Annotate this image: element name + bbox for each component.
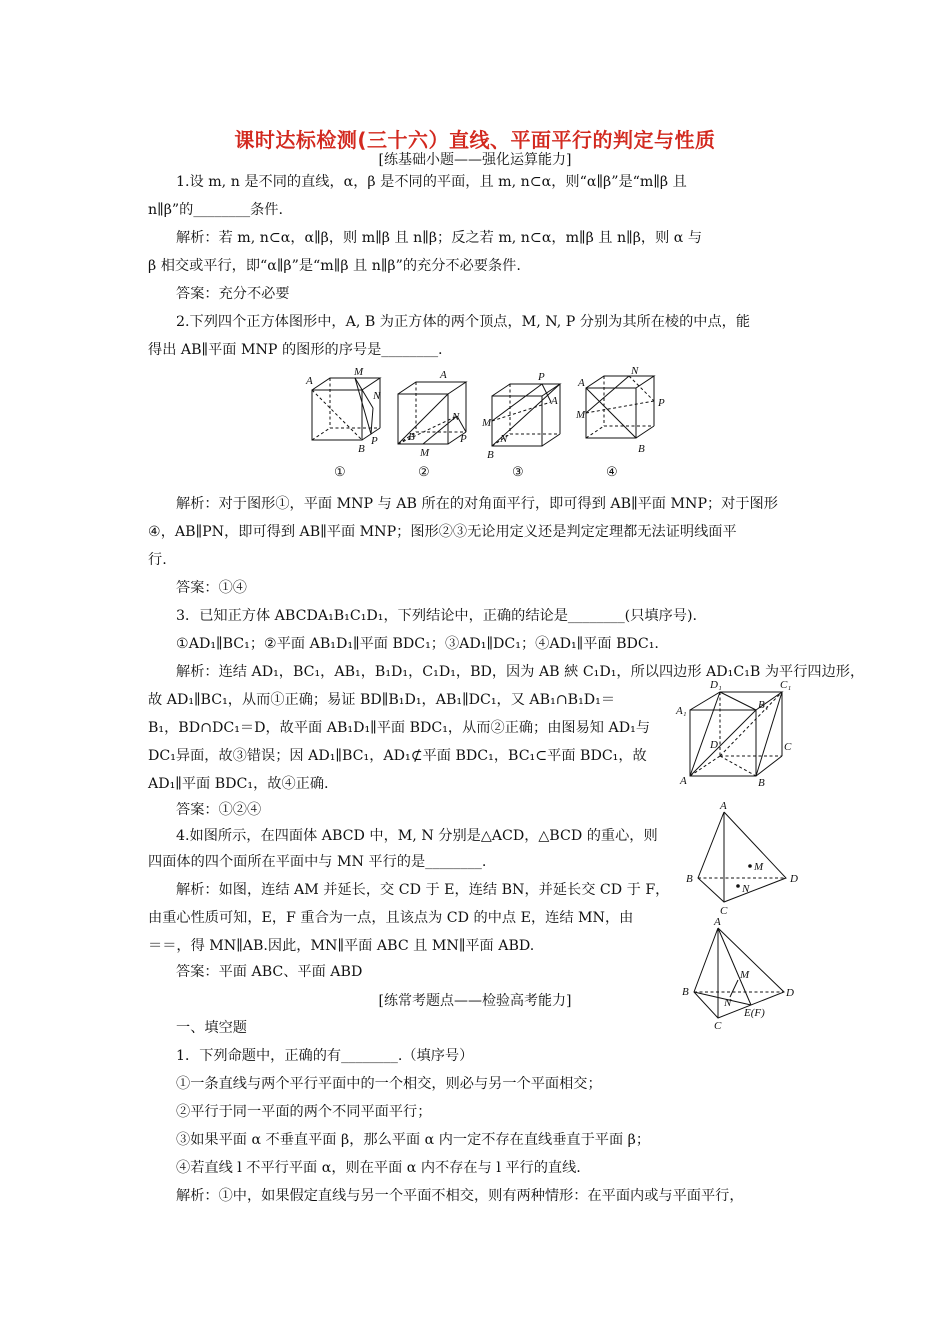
svg-text:A₁: A₁ [676,705,687,717]
svg-text:B: B [487,449,494,461]
q3-solution-line4: DC₁异面，故③错误；因 AD₁∥BC₁，AD₁⊄平面 BDC₁，BC₁⊂平面 BDC₁，故 [148,748,647,764]
svg-text:A: A [578,377,585,389]
q4-line1: 4.如图所示，在四面体 ABCD 中，M, N 分别是△ACD，△BCD 的重心，则 [176,828,658,844]
cube-1 [305,366,381,479]
q2-line2: 得出 AB∥平面 MNP 的图形的序号是________. [148,342,443,358]
svg-text:B: B [638,443,645,455]
section-heading-exam: [练常考题点——检验高考能力] [378,993,572,1009]
q3-solution-line3: B₁，BD∩DC₁＝D，故平面 AB₁D₁∥平面 BDC₁，从而②正确；由图易知 AD₁与 [148,720,651,736]
p1-option-2: ②平行于同一平面的两个不同平面平行； [176,1104,432,1120]
svg-text:A: A [680,775,687,787]
svg-text:M: M [420,447,430,459]
svg-text:M: M [482,417,492,429]
svg-text:D₁: D₁ [710,679,722,691]
svg-text:A: A [440,369,447,381]
svg-text:B: B [358,443,365,455]
svg-text:B: B [408,431,415,443]
q3-solution-line1: 解析：连结 AD₁，BC₁，AB₁，B₁D₁，C₁D₁，BD，因为 AB 綊 C₁D₁，所以四边形 AD₁C₁B 为平行四边形， [176,664,865,680]
p1-option-4: ④若直线 l 不平行平面 α，则在平面 α 内不存在与 l 平行的直线. [176,1160,581,1176]
q4-solution-line1: 解析：如图，连结 AM 并延长，交 CD 于 E，连结 BN，并延长交 CD 于 F， [176,882,670,898]
svg-text:E(F): E(F) [744,1007,765,1019]
fill-blank-heading: 一、填空题 [176,1020,247,1036]
svg-text:P: P [538,371,545,383]
svg-text:B₁: B₁ [758,699,769,711]
p1-solution-line1: 解析：①中，如果假定直线与另一个平面不相交，则有两种情形：在平面内或与平面平行， [176,1188,744,1204]
svg-text:B: B [682,986,689,998]
svg-text:A: A [714,916,721,928]
q2-solution-line3: 行. [148,552,167,568]
cubes-figure [300,366,680,484]
cube-abcd-figure [672,678,808,790]
svg-text:N: N [742,883,750,895]
svg-text:M: M [754,861,764,873]
section-heading-basic: [练基础小题——强化运算能力] [378,152,572,168]
svg-text:D: D [790,873,798,885]
tetrahedron-2 [682,916,794,1032]
q1-line1: 1.设 m, n 是不同的直线，α，β 是不同的平面，且 m, n⊂α，则“α∥β”是“m∥β 且 [176,174,687,190]
svg-text:C₁: C₁ [780,679,792,691]
page-title: 课时达标检测(三十六）直线、平面平行的判定与性质 [234,128,716,152]
q4-answer: 答案：平面 ABC、平面 ABD [176,964,363,980]
p1-line1: 1．下列命题中，正确的有________.（填序号） [176,1048,474,1064]
svg-text:P: P [460,433,467,445]
svg-text:C: C [714,1020,722,1032]
q2-answer: 答案：①④ [176,580,247,596]
svg-text:P: P [371,435,378,447]
q3-solution-line5: AD₁∥平面 BDC₁，故④正确. [148,776,329,792]
cube-2 [398,369,467,479]
tetrahedron-1 [686,800,798,917]
svg-text:①: ① [334,464,346,479]
svg-text:N: N [631,366,639,377]
svg-text:M: M [740,969,750,981]
svg-text:C: C [720,905,728,917]
svg-text:A: A [720,800,727,812]
svg-text:N: N [500,433,508,445]
svg-text:D: D [786,987,794,999]
svg-text:N: N [724,997,732,1009]
q1-solution-line1: 解析：若 m, n⊂α，α∥β，则 m∥β 且 n∥β；反之若 m, n⊂α，m∥β 且 n∥β，则 α 与 [176,230,703,246]
q4-solution-line3: ＝＝，得 MN∥AB.因此，MN∥平面 ABC 且 MN∥平面 ABD. [148,938,535,954]
svg-text:N: N [373,390,381,402]
svg-text:P: P [658,397,665,409]
svg-text:M: M [576,409,586,421]
svg-text:A: A [551,395,558,407]
q2-solution-line2: ④，AB∥PN，即可得到 AB∥平面 MNP；图形②③无论用定义还是判定定理都无法证明线面平 [148,524,737,540]
svg-text:C: C [784,741,792,753]
q2-line1: 2.下列四个正方体图形中，A, B 为正方体的两个顶点，M, N, P 分别为其所在棱的中点，能 [176,314,751,330]
q3-answer: 答案：①②④ [176,802,262,818]
svg-text:N: N [452,411,460,423]
q2-solution-line1: 解析：对于图形①，平面 MNP 与 AB 所在的对角面平行，即可得到 AB∥平面 MNP；对于图形 [176,496,778,512]
q1-line2: n∥β”的________条件. [148,202,283,218]
svg-text:D: D [710,739,718,751]
svg-text:M: M [354,366,364,378]
q3-solution-line2: 故 AD₁∥BC₁，从而①正确；易证 BD∥B₁D₁，AB₁∥DC₁，又 AB₁∩B₁D₁＝ [148,692,616,708]
p1-option-3: ③如果平面 α 不垂直平面 β，那么平面 α 内一定不存在直线垂直于平面 β； [176,1132,651,1148]
cube-3 [481,371,560,479]
q4-solution-line2: 由重心性质可知，E，F 重合为一点，且该点为 CD 的中点 E，连结 MN，由 [148,910,634,926]
q4-line2: 四面体的四个面所在平面中与 MN 平行的是________. [148,854,487,870]
q3-line1: 3．已知正方体 ABCDA₁B₁C₁D₁，下列结论中，正确的结论是________(只填序号). [176,608,697,624]
svg-text:B: B [758,777,765,789]
q3-line2: ①AD₁∥BC₁；②平面 AB₁D₁∥平面 BDC₁；③AD₁∥DC₁；④AD₁∥平面 BDC₁. [176,636,659,652]
p1-option-1: ①一条直线与两个平行平面中的一个相交，则必与另一个平面相交； [176,1076,602,1092]
svg-text:④: ④ [606,464,618,479]
svg-text:B: B [686,873,693,885]
svg-text:③: ③ [512,464,524,479]
svg-text:A: A [306,375,313,387]
q1-solution-line2: β 相交或平行，即“α∥β”是“m∥β 且 n∥β”的充分不必要条件. [148,258,521,274]
cube-4 [575,366,665,479]
q1-answer: 答案：充分不必要 [176,286,290,302]
svg-text:②: ② [418,464,430,479]
